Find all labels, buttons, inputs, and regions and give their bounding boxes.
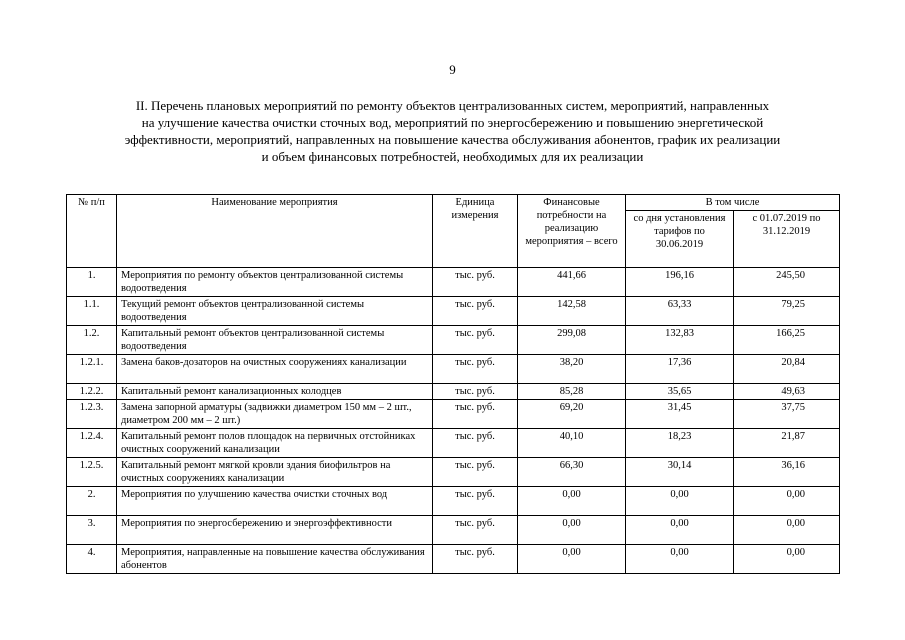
- table-row: [67, 545, 840, 574]
- row-num: 1.2.5.: [67, 458, 117, 487]
- row-total: 0,00: [518, 516, 626, 545]
- row-name: Капитальный ремонт полов площадок на первичных отстойниках очистных сооружений канализации: [117, 429, 433, 458]
- header-period-2: с 01.07.2019 по 31.12.2019: [734, 211, 840, 268]
- row-num: 4.: [67, 545, 117, 574]
- row-period-2: 20,84: [734, 355, 840, 384]
- table-row: [67, 458, 840, 487]
- section-heading: [40, 97, 865, 165]
- row-period-2: 166,25: [734, 326, 840, 355]
- header-num: № п/п: [67, 195, 117, 268]
- row-num: 1.2.3.: [67, 400, 117, 429]
- heading-line: на улучшение качества очистки сточных вод, мероприятий по энергосбережению и повышению энергетической: [141, 115, 764, 130]
- row-total: 38,20: [518, 355, 626, 384]
- row-period-2: 21,87: [734, 429, 840, 458]
- row-unit: тыс. руб.: [433, 458, 518, 487]
- row-num: 1.2.: [67, 326, 117, 355]
- row-name: Замена баков-дозаторов на очистных сооружениях канализации: [117, 355, 433, 384]
- row-num: 1.: [67, 268, 117, 297]
- row-num: 3.: [67, 516, 117, 545]
- row-total: 85,28: [518, 384, 626, 400]
- row-unit: тыс. руб.: [433, 545, 518, 574]
- row-name: Текущий ремонт объектов централизованной системы водоотведения: [117, 297, 433, 326]
- row-total: 299,08: [518, 326, 626, 355]
- row-period-1: 0,00: [626, 516, 734, 545]
- row-period-2: 37,75: [734, 400, 840, 429]
- row-name: Капитальный ремонт канализационных колодцев: [117, 384, 433, 400]
- row-period-1: 196,16: [626, 268, 734, 297]
- row-name: Мероприятия по энергосбережению и энергоэффективности: [117, 516, 433, 545]
- table-row: [67, 384, 840, 400]
- measures-table: [66, 194, 840, 574]
- row-unit: тыс. руб.: [433, 384, 518, 400]
- row-num: 1.2.4.: [67, 429, 117, 458]
- row-period-2: 0,00: [734, 516, 840, 545]
- header-period-1: со дня установления тарифов по 30.06.2019: [626, 211, 734, 268]
- table-row: [67, 297, 840, 326]
- row-total: 40,10: [518, 429, 626, 458]
- table-row: [67, 487, 840, 516]
- row-name: Мероприятия, направленные на повышение качества обслуживания абонентов: [117, 545, 433, 574]
- header-name: Наименование мероприятия: [117, 195, 433, 268]
- row-period-1: 35,65: [626, 384, 734, 400]
- row-unit: тыс. руб.: [433, 355, 518, 384]
- row-name: Капитальный ремонт мягкой кровли здания биофильтров на очистных сооружениях канализации: [117, 458, 433, 487]
- row-unit: тыс. руб.: [433, 297, 518, 326]
- row-unit: тыс. руб.: [433, 268, 518, 297]
- row-period-1: 31,45: [626, 400, 734, 429]
- row-unit: тыс. руб.: [433, 326, 518, 355]
- header-finance: Финансовые потребности на реализацию мероприятия – всего: [518, 195, 626, 268]
- row-total: 441,66: [518, 268, 626, 297]
- header-including: В том числе: [626, 195, 840, 211]
- row-name: Замена запорной арматуры (задвижки диаметром 150 мм – 2 шт., диаметром 200 мм – 2 шт.): [117, 400, 433, 429]
- table-row: [67, 355, 840, 384]
- row-period-2: 79,25: [734, 297, 840, 326]
- row-period-1: 30,14: [626, 458, 734, 487]
- row-period-2: 36,16: [734, 458, 840, 487]
- row-unit: тыс. руб.: [433, 487, 518, 516]
- row-period-2: 0,00: [734, 487, 840, 516]
- table-row: [67, 516, 840, 545]
- row-period-2: 245,50: [734, 268, 840, 297]
- page-number: 9: [449, 62, 456, 77]
- table-row: [67, 400, 840, 429]
- row-total: 142,58: [518, 297, 626, 326]
- row-period-1: 63,33: [626, 297, 734, 326]
- table-row: [67, 429, 840, 458]
- row-num: 2.: [67, 487, 117, 516]
- row-num: 1.2.1.: [67, 355, 117, 384]
- row-unit: тыс. руб.: [433, 429, 518, 458]
- row-total: 0,00: [518, 487, 626, 516]
- row-name: Мероприятия по ремонту объектов централизованной системы водоотведения: [117, 268, 433, 297]
- table-row: [67, 268, 840, 297]
- row-total: 0,00: [518, 545, 626, 574]
- table-row: [67, 326, 840, 355]
- row-unit: тыс. руб.: [433, 400, 518, 429]
- row-name: Мероприятия по улучшению качества очистки сточных вод: [117, 487, 433, 516]
- heading-line: II. Перечень плановых мероприятий по ремонту объектов централизованных систем, мероприятий, направленных: [135, 98, 770, 113]
- header-unit: Единица измерения: [433, 195, 518, 268]
- heading-line: и объем финансовых потребностей, необходимых для их реализации: [261, 149, 644, 164]
- row-total: 66,30: [518, 458, 626, 487]
- row-unit: тыс. руб.: [433, 516, 518, 545]
- row-num: 1.2.2.: [67, 384, 117, 400]
- row-num: 1.1.: [67, 297, 117, 326]
- row-total: 69,20: [518, 400, 626, 429]
- row-period-1: 0,00: [626, 487, 734, 516]
- row-period-2: 49,63: [734, 384, 840, 400]
- row-period-1: 132,83: [626, 326, 734, 355]
- row-period-1: 17,36: [626, 355, 734, 384]
- row-name: Капитальный ремонт объектов централизованной системы водоотведения: [117, 326, 433, 355]
- row-period-1: 18,23: [626, 429, 734, 458]
- heading-line: эффективности, мероприятий, направленных на повышение качества обслуживания абонентов, график их реализации: [124, 132, 781, 147]
- row-period-2: 0,00: [734, 545, 840, 574]
- row-period-1: 0,00: [626, 545, 734, 574]
